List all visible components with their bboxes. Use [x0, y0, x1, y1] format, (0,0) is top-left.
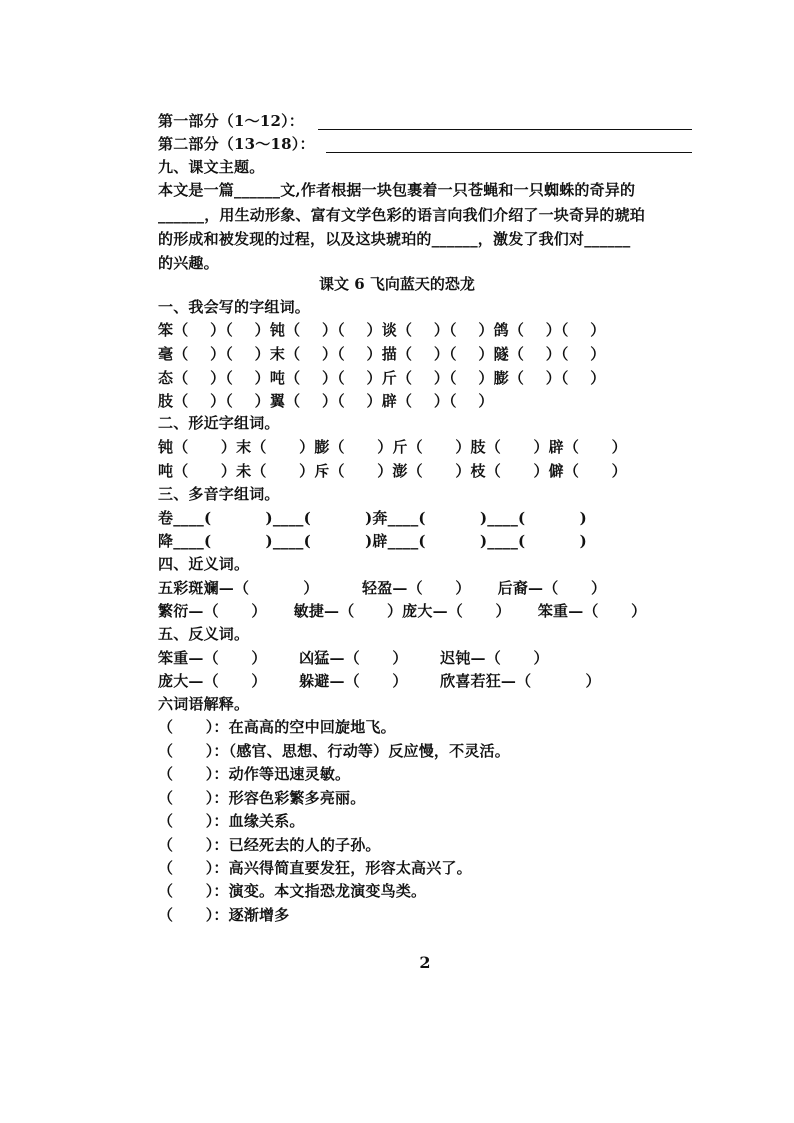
s5-row: 笨重—（ ） 凶猛—（ ） 迟钝—（ ） — [158, 649, 549, 667]
s6-row: （ ）：动作等迅速灵敏。 — [158, 765, 351, 783]
s2-heading: 二、形近字组词。 — [158, 414, 280, 432]
part1-answer-line[interactable] — [318, 129, 692, 130]
s1-row: 毫（ ）（ ）末（ ）（ ）描（ ）（ ）隧（ ）（ ） — [158, 345, 606, 363]
s6-row: （ ）：血缘关系。 — [158, 812, 305, 830]
s6-row: （ ）：高兴得简直要发狂，形容太高兴了。 — [158, 859, 472, 877]
s4-heading: 四、近义词。 — [158, 555, 250, 573]
s6-row: （ ）：形容色彩繁多亮丽。 — [158, 789, 366, 807]
section9-line: 本文是一篇______文,作者根据一块包裹着一只苍蝇和一只蜘蛛的奇异的 — [158, 181, 636, 199]
part2-label: 第二部分（13～18）： — [158, 135, 315, 153]
s6-row: （ ）：在高高的空中回旋地飞。 — [158, 718, 396, 736]
s1-heading: 一、我会写的字组词。 — [158, 298, 311, 316]
s3-row: 卷____( )____( )奔____( )____( ) — [158, 509, 587, 527]
s3-heading: 三、多音字组词。 — [158, 485, 280, 503]
section9-heading: 九、课文主题。 — [158, 158, 265, 176]
s2-row: 钝（ ）末（ ）膨（ ）斤（ ）肢（ ）辟（ ） — [158, 438, 627, 456]
s5-row: 庞大—（ ） 躲避—（ ） 欣喜若狂—（ ） — [158, 672, 601, 690]
s1-row: 肢（ ）（ ）翼（ ）（ ）辟（ ）（ ） — [158, 392, 494, 410]
s5-heading: 五、反义词。 — [158, 625, 250, 643]
part2-answer-line[interactable] — [326, 152, 692, 153]
section9-line: 的兴趣。 — [158, 254, 219, 272]
section9-line: ______，用生动形象、富有文学色彩的语言向我们介绍了一块奇异的琥珀 — [158, 206, 646, 224]
s4-row: 繁衍—（ ） 敏捷—（ ）庞大—（ ） 笨重—（ ） — [158, 602, 647, 620]
s6-row: （ ）：（感官、思想、行动等）反应慢，不灵活。 — [158, 742, 510, 760]
page-number: 2 — [419, 953, 431, 972]
part1-label: 第一部分（1～12）： — [158, 112, 305, 130]
s4-row: 五彩斑斓—（ ） 轻盈—（ ） 后裔—（ ） — [158, 579, 607, 597]
s1-row: 笨（ ）（ ）钝（ ）（ ）谈（ ）（ ）鸽（ ）（ ） — [158, 321, 606, 339]
s2-row: 吨（ ）未（ ）斥（ ）澎（ ）枝（ ）僻（ ） — [158, 462, 627, 480]
s6-heading: 六词语解释。 — [158, 695, 250, 713]
s6-row: （ ）：演变。本文指恐龙演变鸟类。 — [158, 882, 427, 900]
s3-row: 降____( )____( )辟____( )____( ) — [158, 532, 587, 550]
section9-line: 的形成和被发现的过程，以及这块琥珀的______，激发了我们对______ — [158, 230, 631, 248]
lesson-title: 课文 6 飞向蓝天的恐龙 — [319, 275, 475, 293]
s1-row: 态（ ）（ ）吨（ ）（ ）斤（ ）（ ）膨（ ）（ ） — [158, 369, 606, 387]
s6-row: （ ）：逐渐增多 — [158, 906, 290, 924]
s6-row: （ ）：已经死去的人的子孙。 — [158, 836, 381, 854]
